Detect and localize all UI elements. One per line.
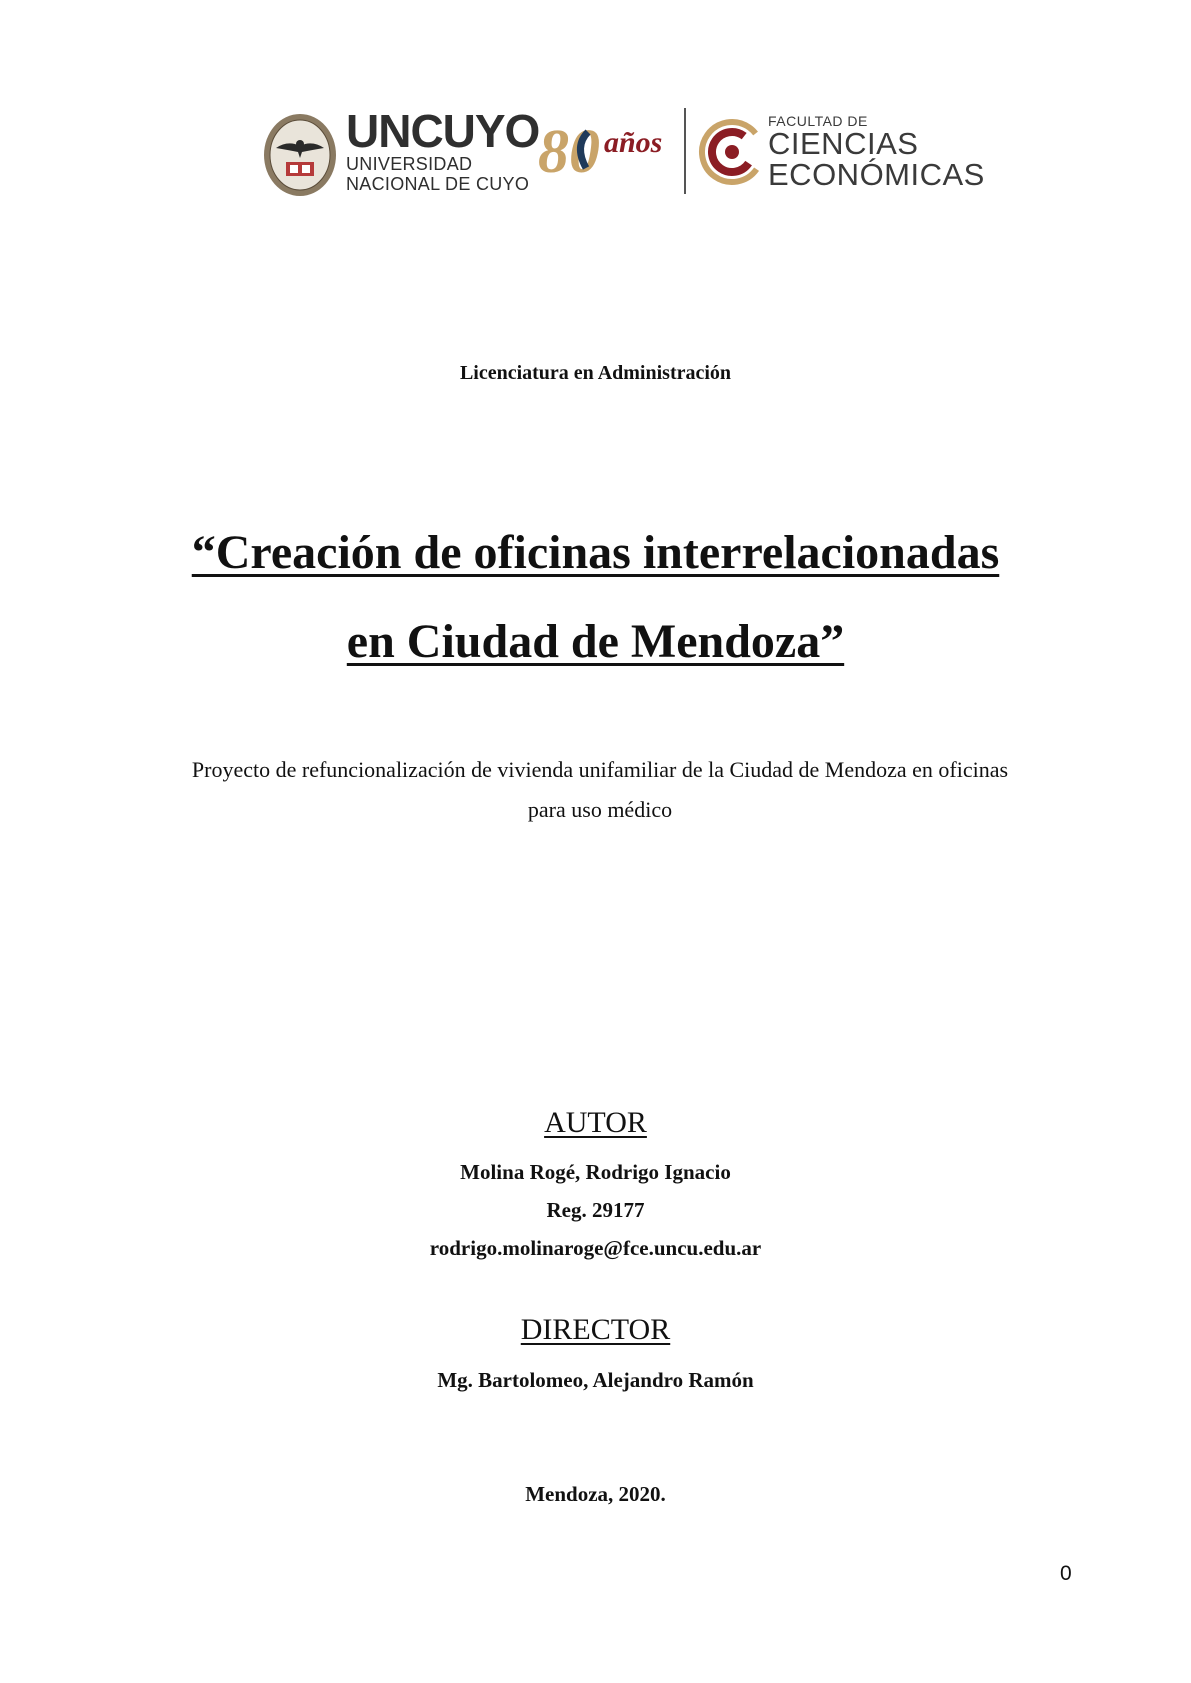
title-line-1-text: “Creación de oficinas interrelacionadas <box>191 526 1000 579</box>
uncuyo-line2: NACIONAL DE CUYO <box>346 174 530 194</box>
fce-line3: ECONÓMICAS <box>768 157 985 192</box>
header-logos <box>262 105 985 208</box>
degree-program: Licenciatura en Administración <box>459 362 732 384</box>
fce-wordmark <box>768 114 985 190</box>
page-number: 0 <box>1060 1562 1072 1585</box>
title-line-1 <box>0 524 1191 582</box>
author-heading: AUTOR <box>544 1106 647 1139</box>
author-name: Molina Rogé, Rodrigo Ignacio <box>460 1160 731 1184</box>
subtitle-line-2: para uso médico <box>527 797 673 822</box>
fce-line2: CIENCIAS <box>768 126 919 161</box>
title-line-2 <box>0 613 1191 671</box>
subtitle <box>160 750 1040 830</box>
university-seal-icon <box>262 112 338 198</box>
uncuyo-name: UNCUYO <box>346 105 540 157</box>
logo-divider <box>684 108 686 194</box>
fce-line1: FACULTAD DE <box>768 113 868 129</box>
place-date: Mendoza, 2020. <box>525 1482 666 1506</box>
director-heading: DIRECTOR <box>520 1313 671 1346</box>
subtitle-line-1: Proyecto de refuncionalización de vivienda unifamiliar de la Ciudad de Mendoza en oficinas <box>191 757 1009 782</box>
uncuyo-line1: UNIVERSIDAD <box>346 154 473 174</box>
fce-c-logo-icon <box>698 118 766 186</box>
author-email: rodrigo.molinaroge@fce.uncu.edu.ar <box>429 1236 762 1260</box>
anniversary-word: años <box>604 126 663 159</box>
uncuyo-wordmark <box>346 105 540 194</box>
anniversary-number: 80 <box>538 118 600 184</box>
title-line-2-text: en Ciudad de Mendoza” <box>346 615 845 668</box>
director-name: Mg. Bartolomeo, Alejandro Ramón <box>437 1368 754 1392</box>
anniversary-80-anios-logo <box>538 116 678 184</box>
author-registration: Reg. 29177 <box>546 1198 645 1222</box>
